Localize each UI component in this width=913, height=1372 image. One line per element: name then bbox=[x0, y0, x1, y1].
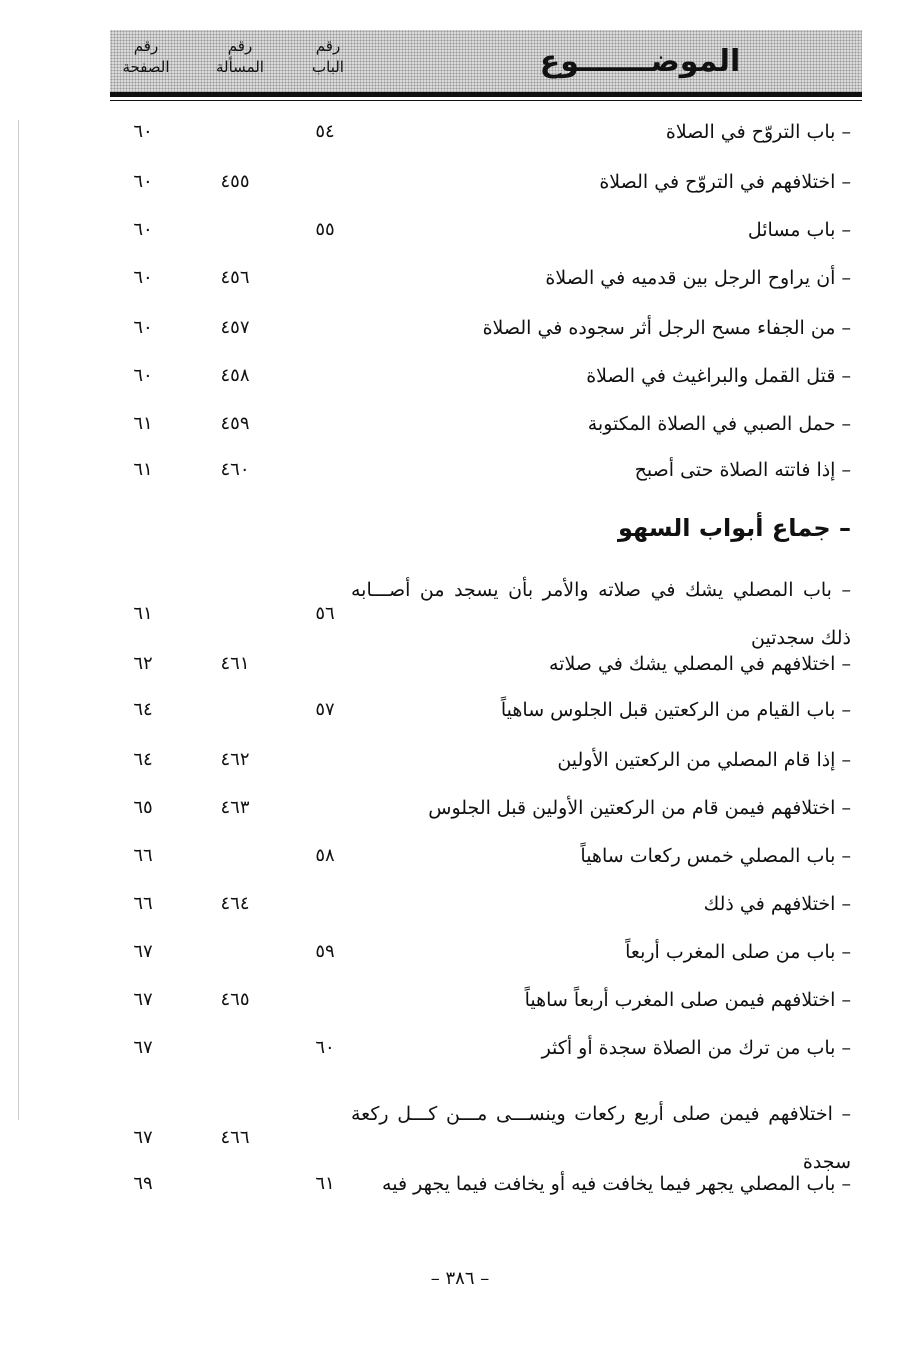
row-page-number: ٦١ bbox=[133, 603, 153, 624]
row-topic: – حمل الصبي في الصلاة المكتوبة bbox=[587, 413, 851, 435]
index-row bbox=[0, 404, 913, 444]
row-topic: – من الجفاء مسح الرجل أثر سجوده في الصلاة bbox=[482, 317, 851, 339]
row-issue-number bbox=[200, 1028, 270, 1068]
row-chapter-number bbox=[290, 1118, 360, 1158]
row-topic: – باب المصلي يشك في صلاته والأمر بأن يسجد من أصـــابه ذلك سجدتين bbox=[351, 579, 851, 649]
index-row bbox=[0, 162, 913, 202]
row-chapter-number bbox=[290, 884, 360, 924]
row-page-number: ٦١ bbox=[133, 413, 153, 434]
row-issue-number bbox=[200, 1164, 270, 1204]
row-issue-number: ٤٦١ bbox=[220, 653, 250, 674]
section-heading: – جماع أبواب السهو bbox=[617, 514, 851, 542]
row-topic: – أن يراوح الرجل بين قدميه في الصلاة bbox=[545, 267, 851, 289]
row-page-number: ٦١ bbox=[133, 459, 153, 480]
index-row bbox=[0, 356, 913, 396]
row-topic: – باب مسائل bbox=[747, 219, 851, 241]
row-page-number: ٦٦ bbox=[133, 893, 153, 914]
row-page-number: ٦٤ bbox=[133, 699, 153, 720]
row-issue-number: ٤٥٧ bbox=[220, 317, 250, 338]
row-page-number: ٦٦ bbox=[133, 845, 153, 866]
row-chapter-number bbox=[290, 404, 360, 444]
row-page-number: ٦٠ bbox=[133, 219, 153, 240]
row-issue-number bbox=[200, 836, 270, 876]
row-chapter-number: ٥٤ bbox=[315, 121, 335, 142]
index-row bbox=[0, 1028, 913, 1068]
row-topic: – قتل القمل والبراغيث في الصلاة bbox=[586, 365, 851, 387]
row-issue-number: ٤٦٥ bbox=[220, 989, 250, 1010]
index-row bbox=[0, 690, 913, 730]
row-chapter-number bbox=[290, 740, 360, 780]
index-row bbox=[0, 980, 913, 1020]
row-chapter-number: ٥٦ bbox=[315, 603, 335, 624]
row-chapter-number bbox=[290, 788, 360, 828]
row-chapter-number bbox=[290, 644, 360, 684]
row-issue-number: ٤٥٥ bbox=[220, 171, 250, 192]
row-topic: – باب المصلي خمس ركعات ساهياً bbox=[580, 845, 851, 867]
header-issue-label: رقم المسألة bbox=[216, 37, 264, 76]
index-row bbox=[0, 884, 913, 924]
row-page-number: ٦٠ bbox=[133, 317, 153, 338]
index-row bbox=[0, 836, 913, 876]
row-topic: – باب المصلي يجهر فيما يخافت فيه أو يخافت فيما يجهر فيه bbox=[382, 1173, 851, 1195]
row-issue-number: ٤٥٦ bbox=[220, 267, 250, 288]
row-page-number bbox=[108, 508, 178, 548]
row-issue-number bbox=[200, 690, 270, 730]
row-chapter-number: ٥٩ bbox=[315, 941, 335, 962]
row-issue-number: ٤٦٦ bbox=[220, 1127, 250, 1148]
row-page-number: ٦٠ bbox=[133, 171, 153, 192]
row-chapter-number: ٥٧ bbox=[315, 699, 335, 720]
row-chapter-number: ٦١ bbox=[315, 1173, 335, 1194]
row-topic: – باب من ترك من الصلاة سجدة أو أكثر bbox=[541, 1037, 851, 1059]
row-topic: – اختلافهم فيمن قام من الركعتين الأولين قبل الجلوس bbox=[428, 797, 851, 819]
row-topic: – اختلافهم في ذلك bbox=[703, 893, 851, 915]
row-issue-number: ٤٥٩ bbox=[220, 413, 250, 434]
header-topic-label: الموضـــــــوع bbox=[539, 44, 741, 79]
row-issue-number bbox=[200, 112, 270, 152]
row-page-number: ٦٠ bbox=[133, 121, 153, 142]
page-number: – ٣٨٦ – bbox=[430, 1268, 490, 1289]
index-row bbox=[0, 644, 913, 684]
row-page-number: ٦٠ bbox=[133, 365, 153, 386]
header-rule-thin bbox=[110, 100, 862, 101]
row-issue-number: ٤٦٣ bbox=[220, 797, 250, 818]
row-chapter-number: ٥٨ bbox=[315, 845, 335, 866]
index-row bbox=[0, 508, 913, 548]
index-row bbox=[0, 1164, 913, 1204]
row-topic: – باب التروّح في الصلاة bbox=[665, 121, 851, 143]
row-issue-number bbox=[200, 508, 270, 548]
row-issue-number: ٤٦٢ bbox=[220, 749, 250, 770]
row-chapter-number bbox=[290, 508, 360, 548]
row-issue-number: ٤٦٠ bbox=[220, 459, 250, 480]
row-page-number: ٦٩ bbox=[133, 1173, 153, 1194]
row-page-number: ٦٢ bbox=[133, 653, 153, 674]
row-page-number: ٦٧ bbox=[133, 989, 153, 1010]
header-rule-thick bbox=[110, 92, 862, 97]
index-row bbox=[0, 932, 913, 972]
row-issue-number: ٤٦٤ bbox=[220, 893, 250, 914]
row-topic: – اختلافهم في التروّح في الصلاة bbox=[599, 171, 851, 193]
row-topic: – إذا قام المصلي من الركعتين الأولين bbox=[557, 749, 851, 771]
row-topic: – إذا فاتته الصلاة حتى أصبح bbox=[634, 459, 851, 481]
row-chapter-number bbox=[290, 450, 360, 490]
row-chapter-number bbox=[290, 258, 360, 298]
index-row bbox=[0, 112, 913, 152]
row-issue-number bbox=[200, 932, 270, 972]
index-row bbox=[0, 1103, 913, 1173]
row-page-number: ٦٤ bbox=[133, 749, 153, 770]
row-issue-number bbox=[200, 594, 270, 634]
row-chapter-number bbox=[290, 162, 360, 202]
index-row bbox=[0, 210, 913, 250]
index-row bbox=[0, 450, 913, 490]
header-chapter-label: رقم الباب bbox=[312, 37, 344, 76]
row-topic: – اختلافهم فيمن صلى المغرب أربعاً ساهياً bbox=[524, 989, 851, 1011]
index-row bbox=[0, 308, 913, 348]
row-issue-number bbox=[200, 210, 270, 250]
row-chapter-number bbox=[290, 308, 360, 348]
row-topic: – اختلافهم في المصلي يشك في صلاته bbox=[548, 653, 851, 675]
index-row bbox=[0, 740, 913, 780]
row-chapter-number bbox=[290, 356, 360, 396]
row-chapter-number bbox=[290, 980, 360, 1020]
index-row bbox=[0, 788, 913, 828]
row-chapter-number: ٥٥ bbox=[315, 219, 335, 240]
row-page-number: ٦٥ bbox=[133, 797, 153, 818]
row-topic: – باب من صلى المغرب أربعاً bbox=[625, 941, 851, 963]
row-topic: – اختلافهم فيمن صلى أربع ركعات وينســـى مـــن كـــل ركعة سجدة bbox=[351, 1103, 851, 1173]
row-page-number: ٦٧ bbox=[133, 1127, 153, 1148]
row-page-number: ٦٧ bbox=[133, 1037, 153, 1058]
row-page-number: ٦٧ bbox=[133, 941, 153, 962]
header-page-label: رقم الصفحة bbox=[122, 37, 170, 76]
index-row bbox=[0, 258, 913, 298]
row-chapter-number: ٦٠ bbox=[315, 1037, 335, 1058]
index-row bbox=[0, 579, 913, 649]
row-topic: – باب القيام من الركعتين قبل الجلوس ساهياً bbox=[500, 699, 851, 721]
row-page-number: ٦٠ bbox=[133, 267, 153, 288]
row-issue-number: ٤٥٨ bbox=[220, 365, 250, 386]
